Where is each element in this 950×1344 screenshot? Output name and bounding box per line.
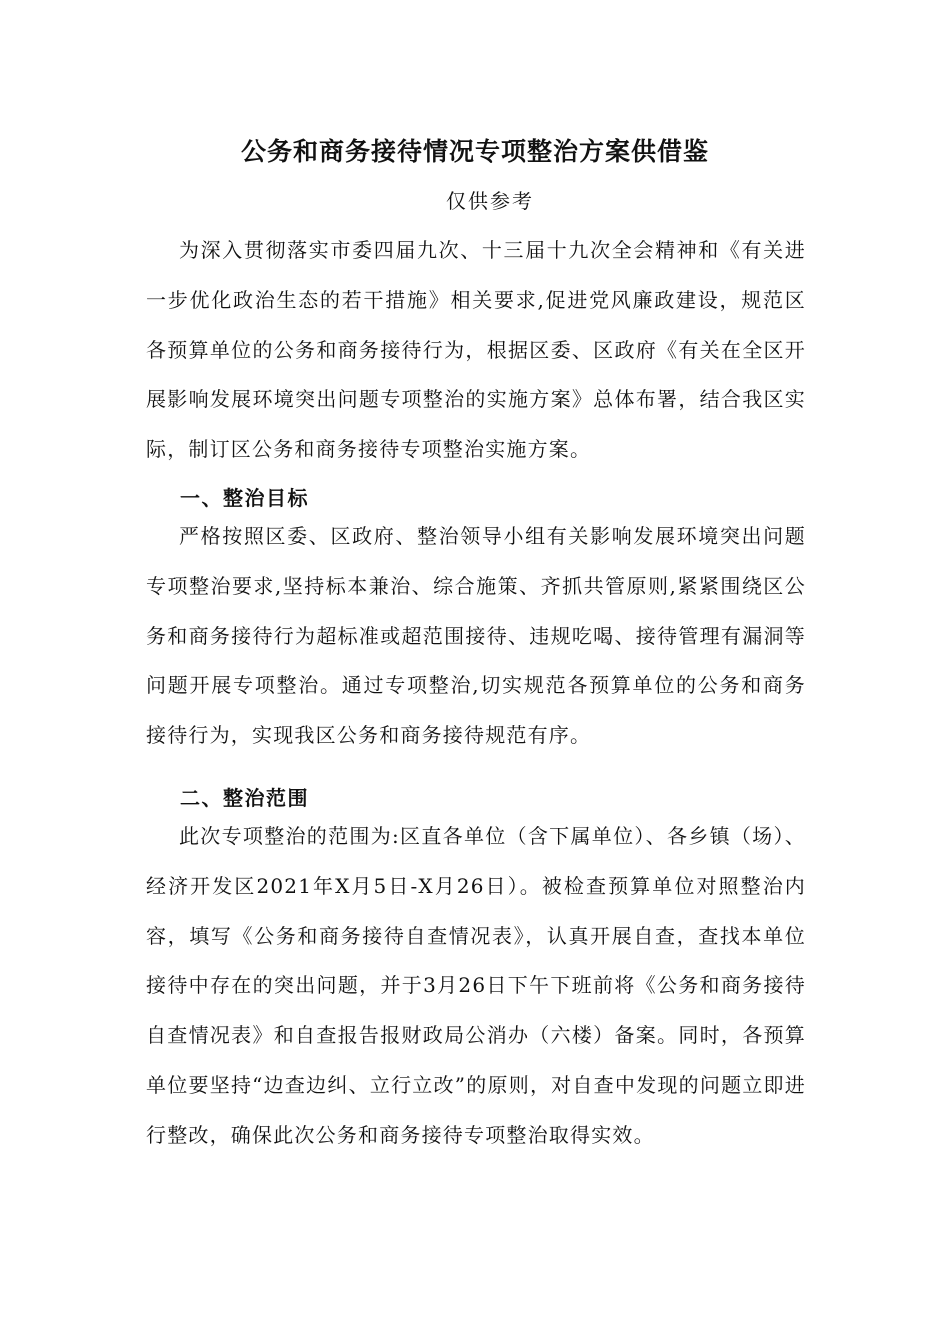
document-subtitle: 仅供参考 [446,189,534,213]
goals-paragraph: 严格按照区委、区政府、整治领导小组有关影响发展环境突出问题专项整治要求,坚持标本兼治、综合施策、齐抓共管原则,紧紧围绕区公务和商务接待行为超标准或超范围接待、违规吃喝、接待管理有漏洞等问题开展专项整治。通过专项整治,切实规范各预算单位的公务和商务接待行为，实现我区公务和商务接待规范有序。 [146,524,806,748]
intro-paragraph: 为深入贯彻落实市委四届九次、十三届十九次全会精神和《有关进一步优化政治生态的若干措施》相关要求,促进党风廉政建设，规范区各预算单位的公务和商务接待行为，根据区委、区政府《有关在全区开展影响发展环境突出问题专项整治的实施方案》总体布署，结合我区实际，制订区公务和商务接待专项整治实施方案。 [146,238,806,462]
section-heading-goals: 一、整治目标 [180,486,309,510]
section-heading-scope: 二、整治范围 [180,786,309,810]
scope-paragraph: 此次专项整治的范围为:区直各单位（含下属单位）、各乡镇（场）、经济开发区2021年X月5日-X月26日）。被检查预算单位对照整治内容，填写《公务和商务接待自查情况表》，认真开展自查，查找本单位接待中存在的突出问题，并于3月26日下午下班前将《公务和商务接待自查情况表》和自查报告报财政局公消办（六楼）备案。同时，各预算单位要坚持“边查边纠、立行立改”的原则，对自查中发现的问题立即进行整改，确保此次公务和商务接待专项整治取得实效。 [146,824,806,1147]
document-title: 公务和商务接待情况专项整治方案供借鉴 [240,137,709,166]
